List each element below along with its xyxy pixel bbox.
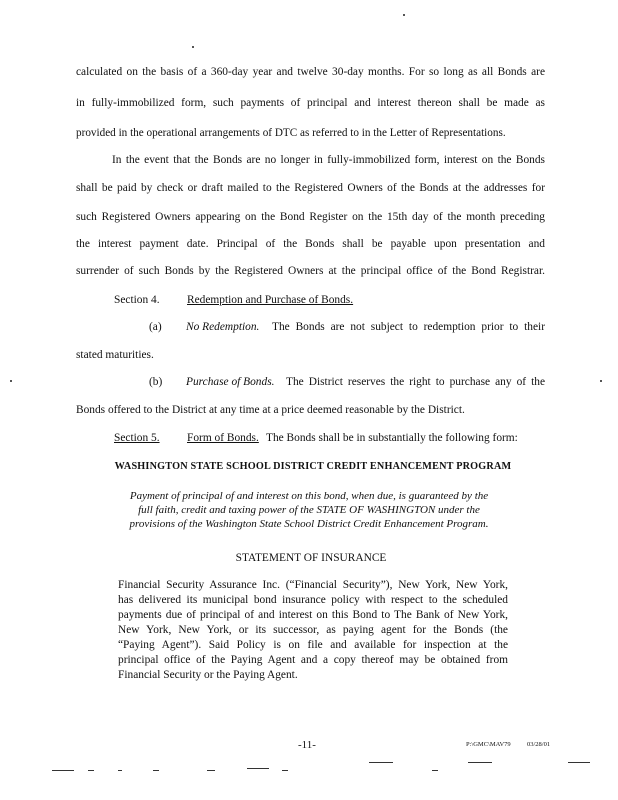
insurance-line: payments due of principal of and interest on this Bond to The Bank of New York, xyxy=(118,609,508,621)
paragraph-line: the interest payment date. Principal of the Bonds shall be payable upon presentation and xyxy=(76,238,545,250)
scan-speck xyxy=(192,46,194,48)
section-number: Section 4. xyxy=(114,294,160,306)
insurance-heading: STATEMENT OF INSURANCE xyxy=(235,552,387,564)
paragraph-line: in fully-immobilized form, such payments of principal and interest thereon shall be made as xyxy=(76,97,545,109)
scan-speck xyxy=(600,380,602,382)
document-id: P:\GMC\MAV79 xyxy=(466,741,511,748)
section-text: The Bonds shall be in substantially the following form: xyxy=(266,432,518,444)
item-text: The Bonds are not subject to redemption prior to their xyxy=(272,321,545,333)
insurance-line: “Paying Agent”). Said Policy is on file and available for inspection at the xyxy=(118,639,508,651)
insurance-line: New York, New York, or its successor, as paying agent for the Bonds (the xyxy=(118,624,508,636)
paragraph-line: In the event that the Bonds are no longer in fully-immobilized form, interest on the Bonds xyxy=(112,154,545,166)
paragraph-line: calculated on the basis of a 360-day year and twelve 30-day months. For so long as all Bonds are xyxy=(76,66,545,78)
item-marker: (b) xyxy=(149,376,163,388)
item-text: Bonds offered to the District at any time at a price deemed reasonable by the District. xyxy=(76,404,465,416)
insurance-line: Financial Security Assurance Inc. (“Financial Security”), New York, New York, xyxy=(118,579,508,591)
scan-mark xyxy=(88,770,94,771)
section-title: Redemption and Purchase of Bonds. xyxy=(187,294,354,306)
item-text: The District reserves the right to purchase any of the xyxy=(286,376,545,388)
insurance-line: has delivered its municipal bond insurance policy with respect to the scheduled xyxy=(118,594,508,606)
scan-mark xyxy=(282,770,288,771)
scan-mark xyxy=(369,762,393,763)
scan-mark xyxy=(118,770,122,771)
item-text: stated maturities. xyxy=(76,349,154,361)
program-heading: WASHINGTON STATE SCHOOL DISTRICT CREDIT ENHANCEMENT PROGRAM xyxy=(114,461,512,472)
scan-mark xyxy=(247,768,269,769)
scan-mark xyxy=(432,770,438,771)
scan-mark xyxy=(568,762,590,763)
item-caption: Purchase of Bonds. xyxy=(186,376,275,388)
scan-mark xyxy=(153,770,159,771)
section-number: Section 5. xyxy=(114,432,160,444)
item-marker: (a) xyxy=(149,321,162,333)
guarantee-line: full faith, credit and taxing power of the STATE OF WASHINGTON under the xyxy=(138,504,480,516)
paragraph-line: shall be paid by check or draft mailed to the Registered Owners of the Bonds at the addresses for xyxy=(76,182,545,194)
paragraph-line: such Registered Owners appearing on the Bond Register on the 15th day of the month preceding xyxy=(76,211,545,223)
section-title: Form of Bonds. xyxy=(187,432,259,444)
scan-speck xyxy=(10,380,12,382)
insurance-line: principal office of the Paying Agent and a copy thereof may be obtained from xyxy=(118,654,508,666)
page-number: -11- xyxy=(298,739,316,751)
guarantee-line: Payment of principal of and interest on this bond, when due, is guaranteed by the xyxy=(129,490,489,502)
insurance-line: Financial Security or the Paying Agent. xyxy=(118,669,298,681)
scan-mark xyxy=(207,770,215,771)
scan-mark xyxy=(468,762,492,763)
scan-speck xyxy=(403,14,405,16)
document-date: 03/28/01 xyxy=(527,741,551,748)
scan-mark xyxy=(52,770,74,771)
guarantee-line: provisions of the Washington State School District Credit Enhancement Program. xyxy=(129,518,489,530)
paragraph-line: provided in the operational arrangements of DTC as referred to in the Letter of Representations. xyxy=(76,127,506,139)
paragraph-line: surrender of such Bonds by the Registered Owners at the principal office of the Bond Registrar. xyxy=(76,265,545,277)
item-caption: No Redemption. xyxy=(186,321,260,333)
